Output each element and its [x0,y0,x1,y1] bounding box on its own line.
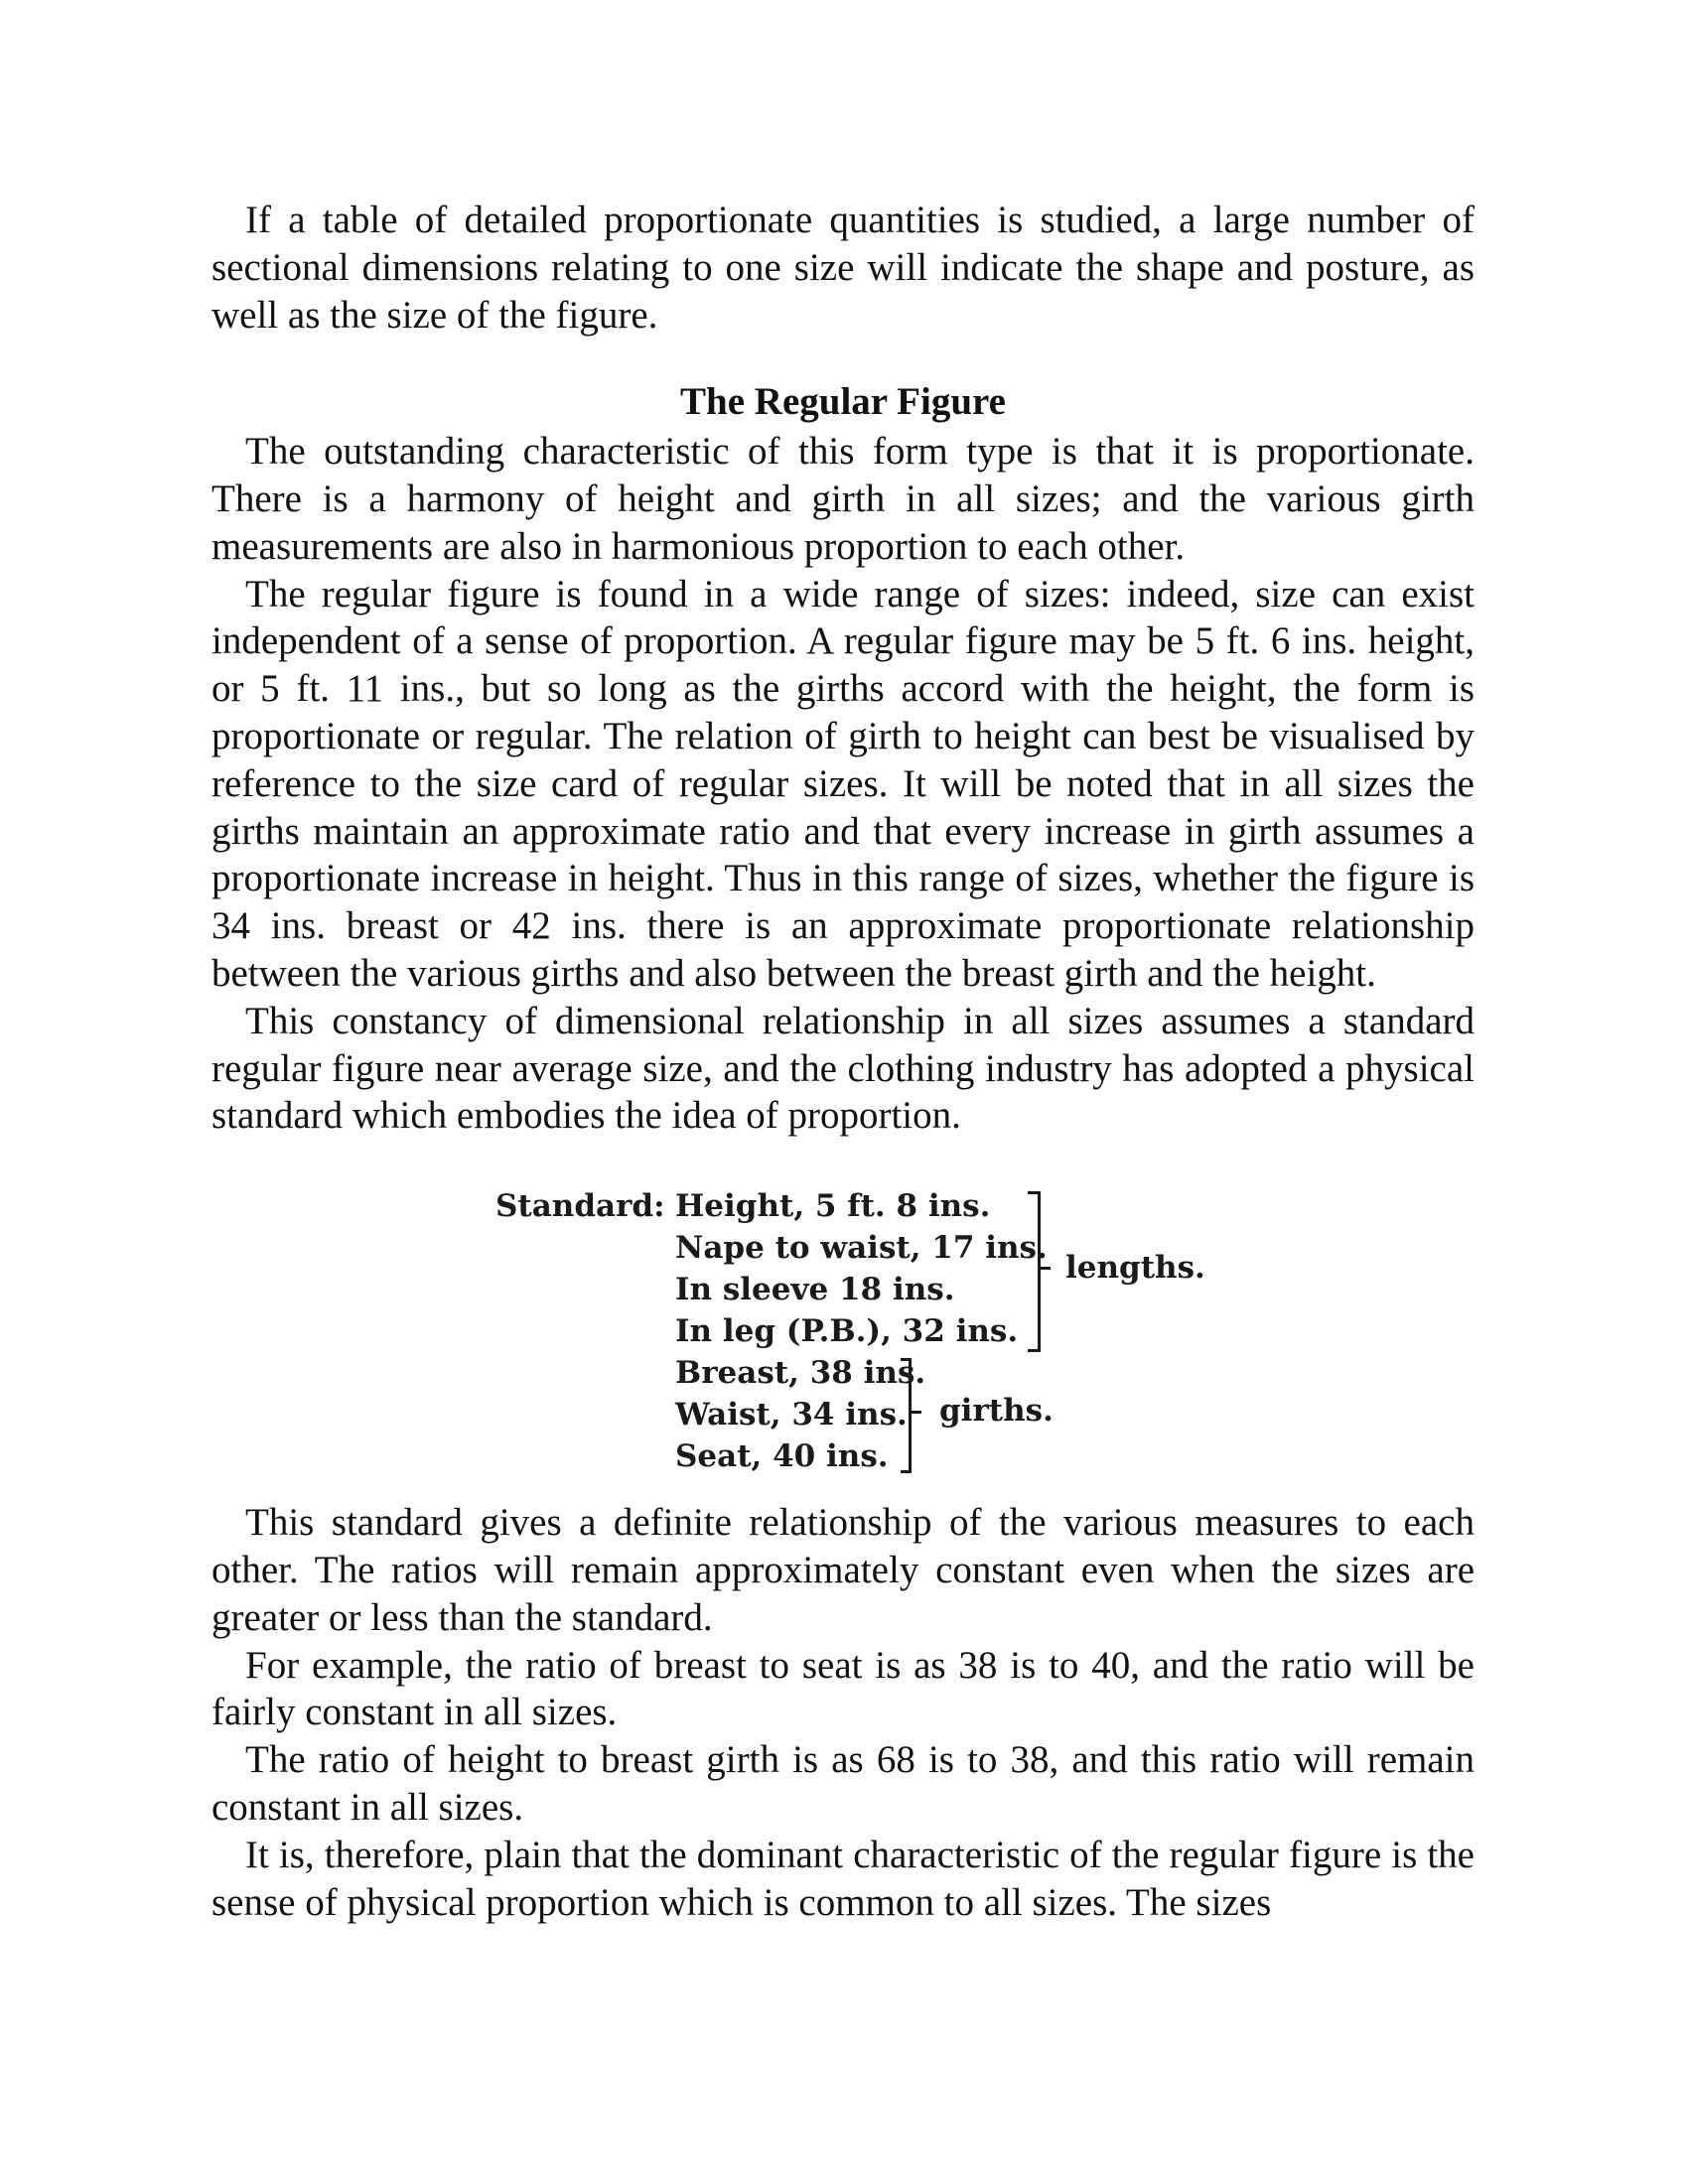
section-heading: The Regular Figure [680,380,1006,424]
paragraph-range-of-sizes: The regular figure is found in a wide range of sizes: indeed, size can exist independent of a sense of proportion. A regular figure may be 5 ft. 6 ins. height, or 5 ft. 11 ins., but so long as the girths accord with the height, the form is proportionate or regular. The relation of girth to height can best be visualised by reference to the size card of regular sizes. It will be noted that in all sizes the girths maintain an approximate ratio and that every increase in girth assumes a proportionate increase in height. Thus in this range of sizes, whether the figure is 34 ins. breast or 42 ins. there is an approximate proportionate relationship between the various girths and also between the breast girth and the height. [211,572,1475,995]
paragraph-constancy: This constancy of dimensional relationship in all sizes assumes a standard regular figure near average size, and the clothing industry has adopted a physical standard which embodies the idea of proportion. [211,999,1475,1138]
lengths-brace [1028,1191,1041,1352]
page-body [211,197,1475,1926]
spacer [211,1140,1475,1185]
girth-breast: Breast, 38 ins. [675,1355,926,1392]
paragraph-dominant-characteristic: It is, therefore, plain that the dominant characteristic of the regular figure is the sense of physical proportion which is common to all sizes. The sizes [211,1833,1475,1924]
lengths-brace-tip [1041,1267,1051,1270]
standard-caption: Standard: [495,1188,665,1225]
lengths-label: lengths. [1065,1250,1205,1287]
length-height: Height, 5 ft. 8 ins. [675,1188,991,1225]
paragraph-outstanding-characteristic: The outstanding characteristic of this form type is that it is proportionate. There is a harmony of height and girth in all sizes; and the various girth measurements are also in harmonious proportion to each other. [211,430,1475,568]
girth-waist: Waist, 34 ins. [675,1397,908,1433]
girths-brace [901,1358,912,1473]
paragraph-intro: If a table of detailed proportionate quantities is studied, a large number of sectional dimensions relating to one size will indicate the shape and posture, as well as the size of the figure. [211,199,1475,337]
girths-brace-tip [912,1411,921,1414]
length-nape-to-waist: Nape to waist, 17 ins. [675,1230,1048,1267]
girth-seat: Seat, 40 ins. [675,1438,889,1475]
standard-items [675,1185,1048,1477]
length-in-leg: In leg (P.B.), 32 ins. [675,1313,1019,1350]
paragraph-height-to-breast: The ratio of height to breast girth is as 68 is to 38, and this ratio will remain constant in all sizes. [211,1738,1475,1829]
standard-measurements [211,1185,1475,1491]
spacer [211,1491,1475,1499]
length-in-sleeve: In sleeve 18 ins. [675,1272,955,1308]
girths-label: girths. [939,1393,1054,1430]
paragraph-definite-relationship: This standard gives a definite relationship of the various measures to each other. The ratios will remain approximately constant even when the sizes are greater or less than the standard. [211,1501,1475,1639]
paragraph-breast-to-seat: For example, the ratio of breast to seat is as 38 is to 40, and the ratio will be fairly constant in all sizes. [211,1643,1475,1734]
